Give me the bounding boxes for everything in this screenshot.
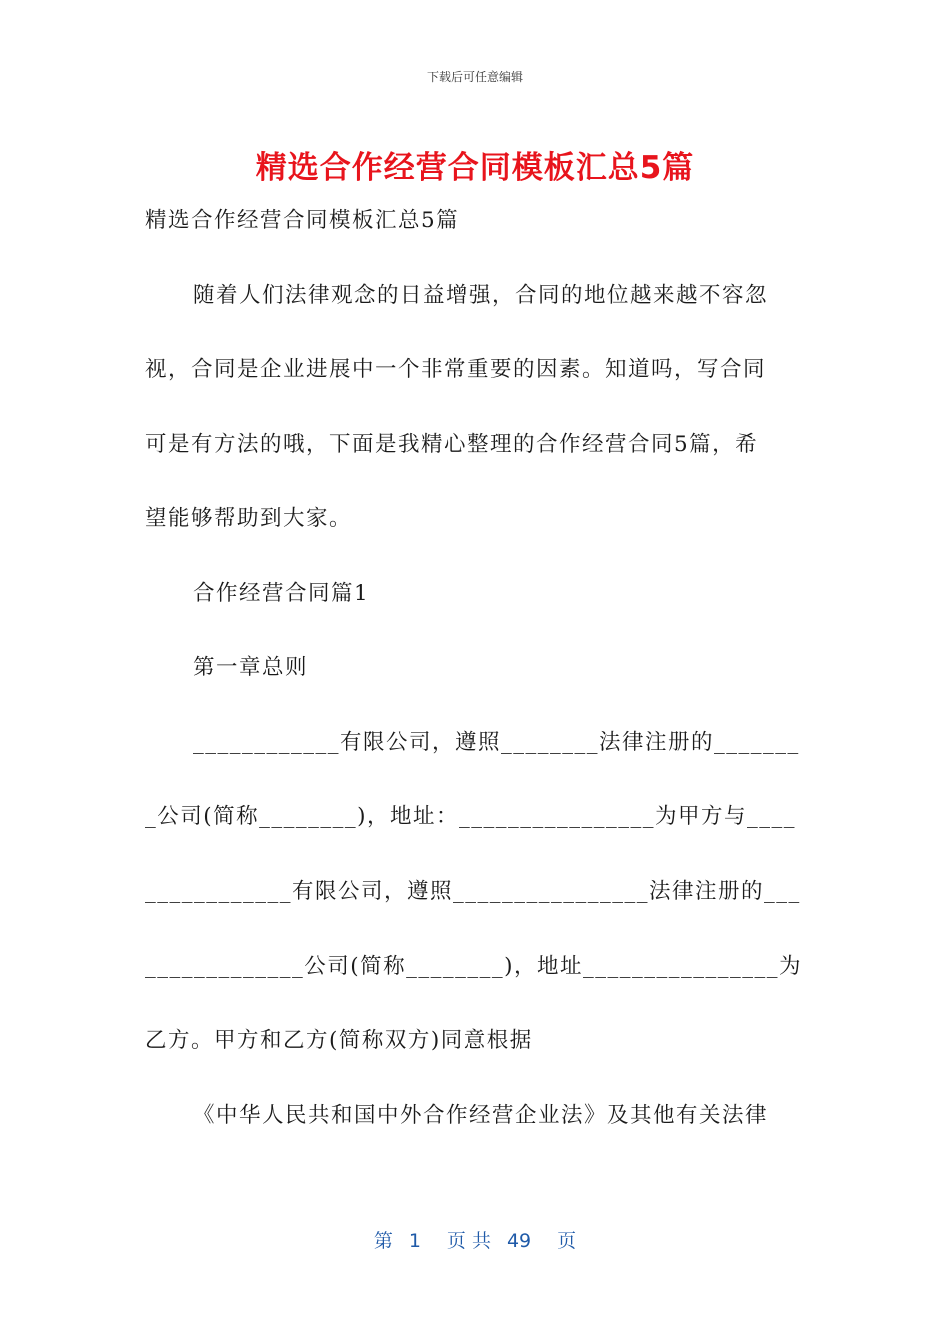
paragraph-line: ____________有限公司，遵照________法律注册的_______ [193,730,800,755]
paragraph-line: _公司(简称________)，地址：________________为甲方与____ [145,804,797,829]
paragraph-line: 《中华人民共和国中外合作经营企业法》及其他有关法律 [193,1103,769,1128]
paragraph-line: 视，合同是企业进展中一个非常重要的因素。知道吗，写合同 [145,357,767,382]
header-note: 下载后可任意编辑 [426,70,523,84]
paragraph-line: 随着人们法律观念的日益增强，合同的地位越来越不容忽 [193,283,769,308]
paragraph-line: 可是有方法的哦，下面是我精心整理的合作经营合同5篇，希 [145,432,759,457]
page-footer [0,1226,950,1253]
paragraph-line: ____________有限公司，遵照________________法律注册的___ [145,879,801,904]
chapter-heading: 第一章总则 [193,655,309,680]
paragraph-line: 望能够帮助到大家。 [145,506,353,531]
paragraph-line: _____________公司(简称________)，地址________________为 [145,954,803,979]
footer-middle: 页 共 [446,1230,491,1252]
footer-total-pages: 49 [506,1230,532,1252]
paragraph-line: 乙方。甲方和乙方(简称双方)同意根据 [145,1028,533,1053]
footer-page-number: 1 [408,1230,421,1252]
subtitle-line: 精选合作经营合同模板汇总5篇 [145,208,460,233]
section-heading: 合作经营合同篇1 [193,581,370,606]
footer-suffix: 页 [557,1230,577,1252]
footer-prefix: 第 [373,1230,393,1252]
document-title: 精选合作经营合同模板汇总5篇 [255,150,695,186]
